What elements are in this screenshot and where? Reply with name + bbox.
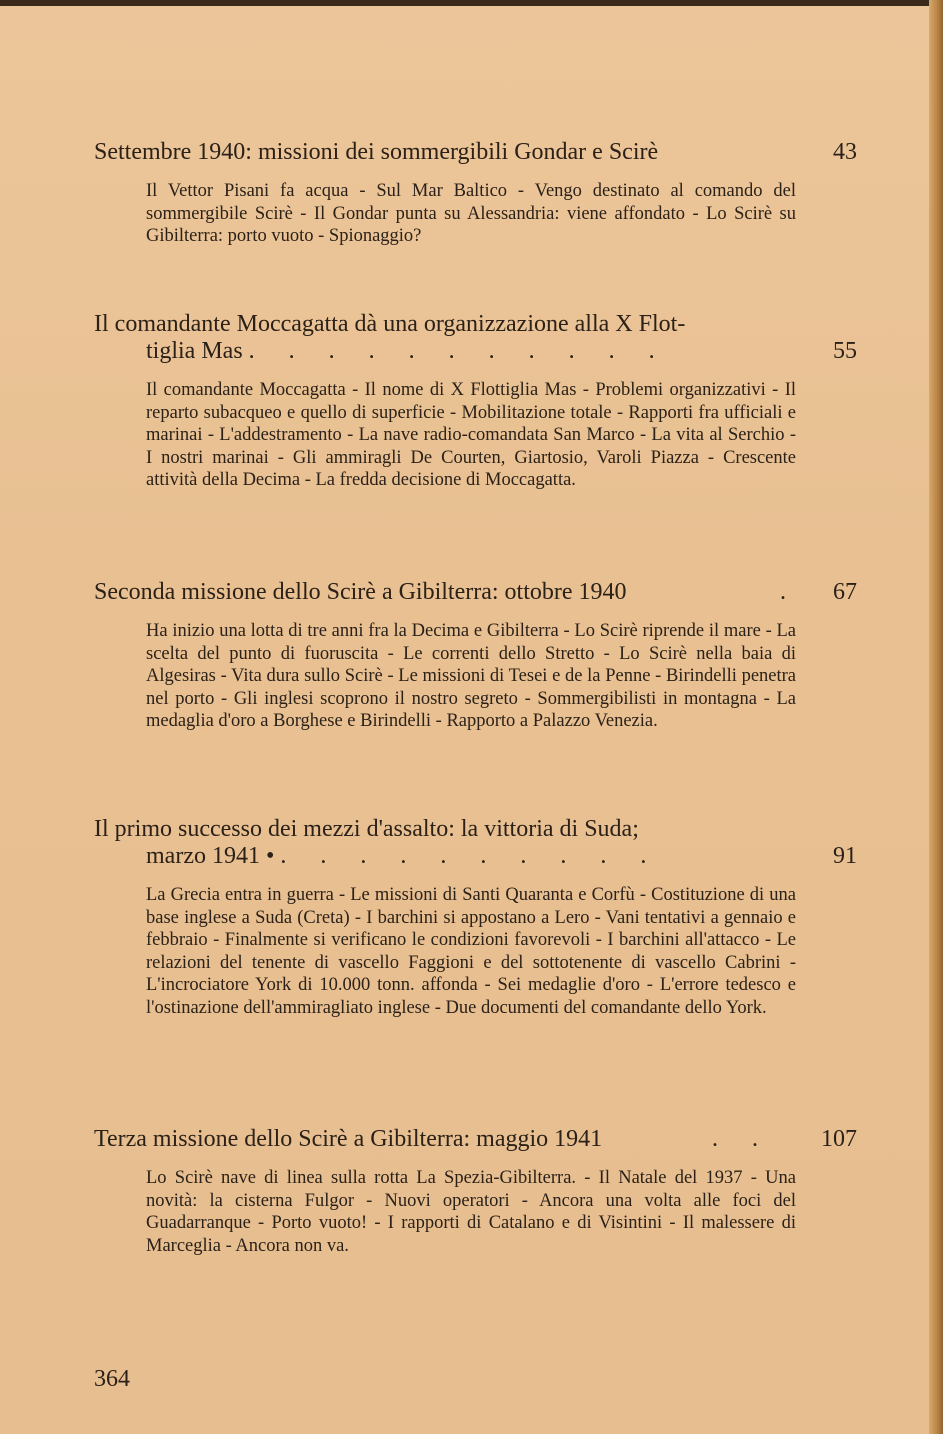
toc-page-number: 107 xyxy=(821,1126,857,1152)
toc-page-number: 67 xyxy=(833,579,857,605)
toc-entry-summary: Lo Scirè nave di linea sulla rotta La Spezia-Gibilterra. - Il Natale del 1937 - Una novità: la cisterna Fulgor - Nuovi operatori - Ancora una volta alle foci del Guadarranque - Porto vuoto! - I rapporti di Catalano e di Visintini - Il malessere di Marceglia - Ancora non va. xyxy=(146,1168,796,1256)
toc-title-line: Il comandante Moccagatta dà una organizzazione alla X Flot- xyxy=(94,311,686,337)
toc-title-line: Settembre 1940: missioni dei sommergibili Gondar e Scirè xyxy=(94,139,659,165)
toc-page-number: 55 xyxy=(833,338,857,364)
toc-leader-dots: . xyxy=(780,579,800,605)
toc-title-line: tiglia Mas . . . . . . . . . . . xyxy=(146,338,669,364)
toc-title-line: Seconda missione dello Scirè a Gibilterra: ottobre 1940 xyxy=(94,579,627,605)
toc-entry xyxy=(0,311,943,492)
toc-entry-title xyxy=(0,139,804,166)
toc-entry-summary: La Grecia entra in guerra - Le missioni di Santi Quaranta e Corfù - Costituzione di una base inglese a Suda (Creta) - I barchini si appostano a Lero - Vani tentativi a gennaio e febbraio - Finalmente si verificano le condizioni favorevoli - I barchini all'attacco - Le relazioni del tenente di vascello Faggioni e del sottotenente di vascello Cabrini - L'incrociatore York di 10.000 tonn. affonda - Sei medaglie d'oro - L'errore tedesco e l'ostinazione dell'ammiragliato inglese - Due documenti del comandante dello York. xyxy=(146,885,796,1018)
toc-leader-dots: . . . . . . . . . . xyxy=(280,843,661,869)
toc-entry-title xyxy=(0,816,804,870)
toc-entry-title xyxy=(0,1126,804,1153)
page-folio: 364 xyxy=(94,1366,130,1392)
toc-title-line: Terza missione dello Scirè a Gibilterra: maggio 1941 xyxy=(94,1126,603,1152)
toc-entry-title xyxy=(0,311,804,365)
page-top-edge xyxy=(0,0,943,6)
toc-entry xyxy=(0,816,943,1019)
toc-page-number: 43 xyxy=(833,139,857,165)
toc-entry xyxy=(0,1126,943,1257)
toc-entry-summary: Il comandante Moccagatta - Il nome di X Flottiglia Mas - Problemi organizzativi - Il reparto subacqueo e quello di superficie - Mobilitazione totale - Rapporti fra ufficiali e marinai - L'addestramento - La nave radio-comandata San Marco - La vita al Serchio - I nostri marinai - Gli ammiragli De Courten, Giartosio, Varoli Piazza - Crescente attività della Decima - La fredda decisione di Moccagatta. xyxy=(146,380,796,490)
toc-entry xyxy=(0,579,943,733)
toc-entry-summary: Ha inizio una lotta di tre anni fra la Decima e Gibilterra - Lo Scirè riprende il mare - La scelta del punto di fuoruscita - Le correnti dello Stretto - Lo Scirè nella baia di Algesiras - Vita dura sullo Scirè - Le missioni di Tesei e de la Penne - Birindelli penetra nel porto - Gli inglesi scoprono il nostro segreto - Sommergibilisti in montagna - La medaglia d'oro a Borghese e Birindelli - Rapporto a Palazzo Venezia. xyxy=(146,621,796,731)
toc-entry-title xyxy=(0,579,804,606)
toc-page-number: 91 xyxy=(833,843,857,869)
toc-title-line: marzo 1941 • . . . . . . . . . . xyxy=(146,843,661,869)
toc-title-line: Il primo successo dei mezzi d'assalto: la vittoria di Suda; xyxy=(94,816,639,842)
toc-leader-dots: . . xyxy=(712,1126,772,1152)
toc-entry-summary: Il Vettor Pisani fa acqua - Sul Mar Baltico - Vengo destinato al comando del sommergibile Scirè - Il Gondar punta su Alessandria: viene affondato - Lo Scirè su Gibilterra: porto vuoto - Spionaggio? xyxy=(146,181,796,246)
toc-entry xyxy=(0,139,943,248)
toc-leader-dots: . . . . . . . . . . . xyxy=(248,338,669,364)
